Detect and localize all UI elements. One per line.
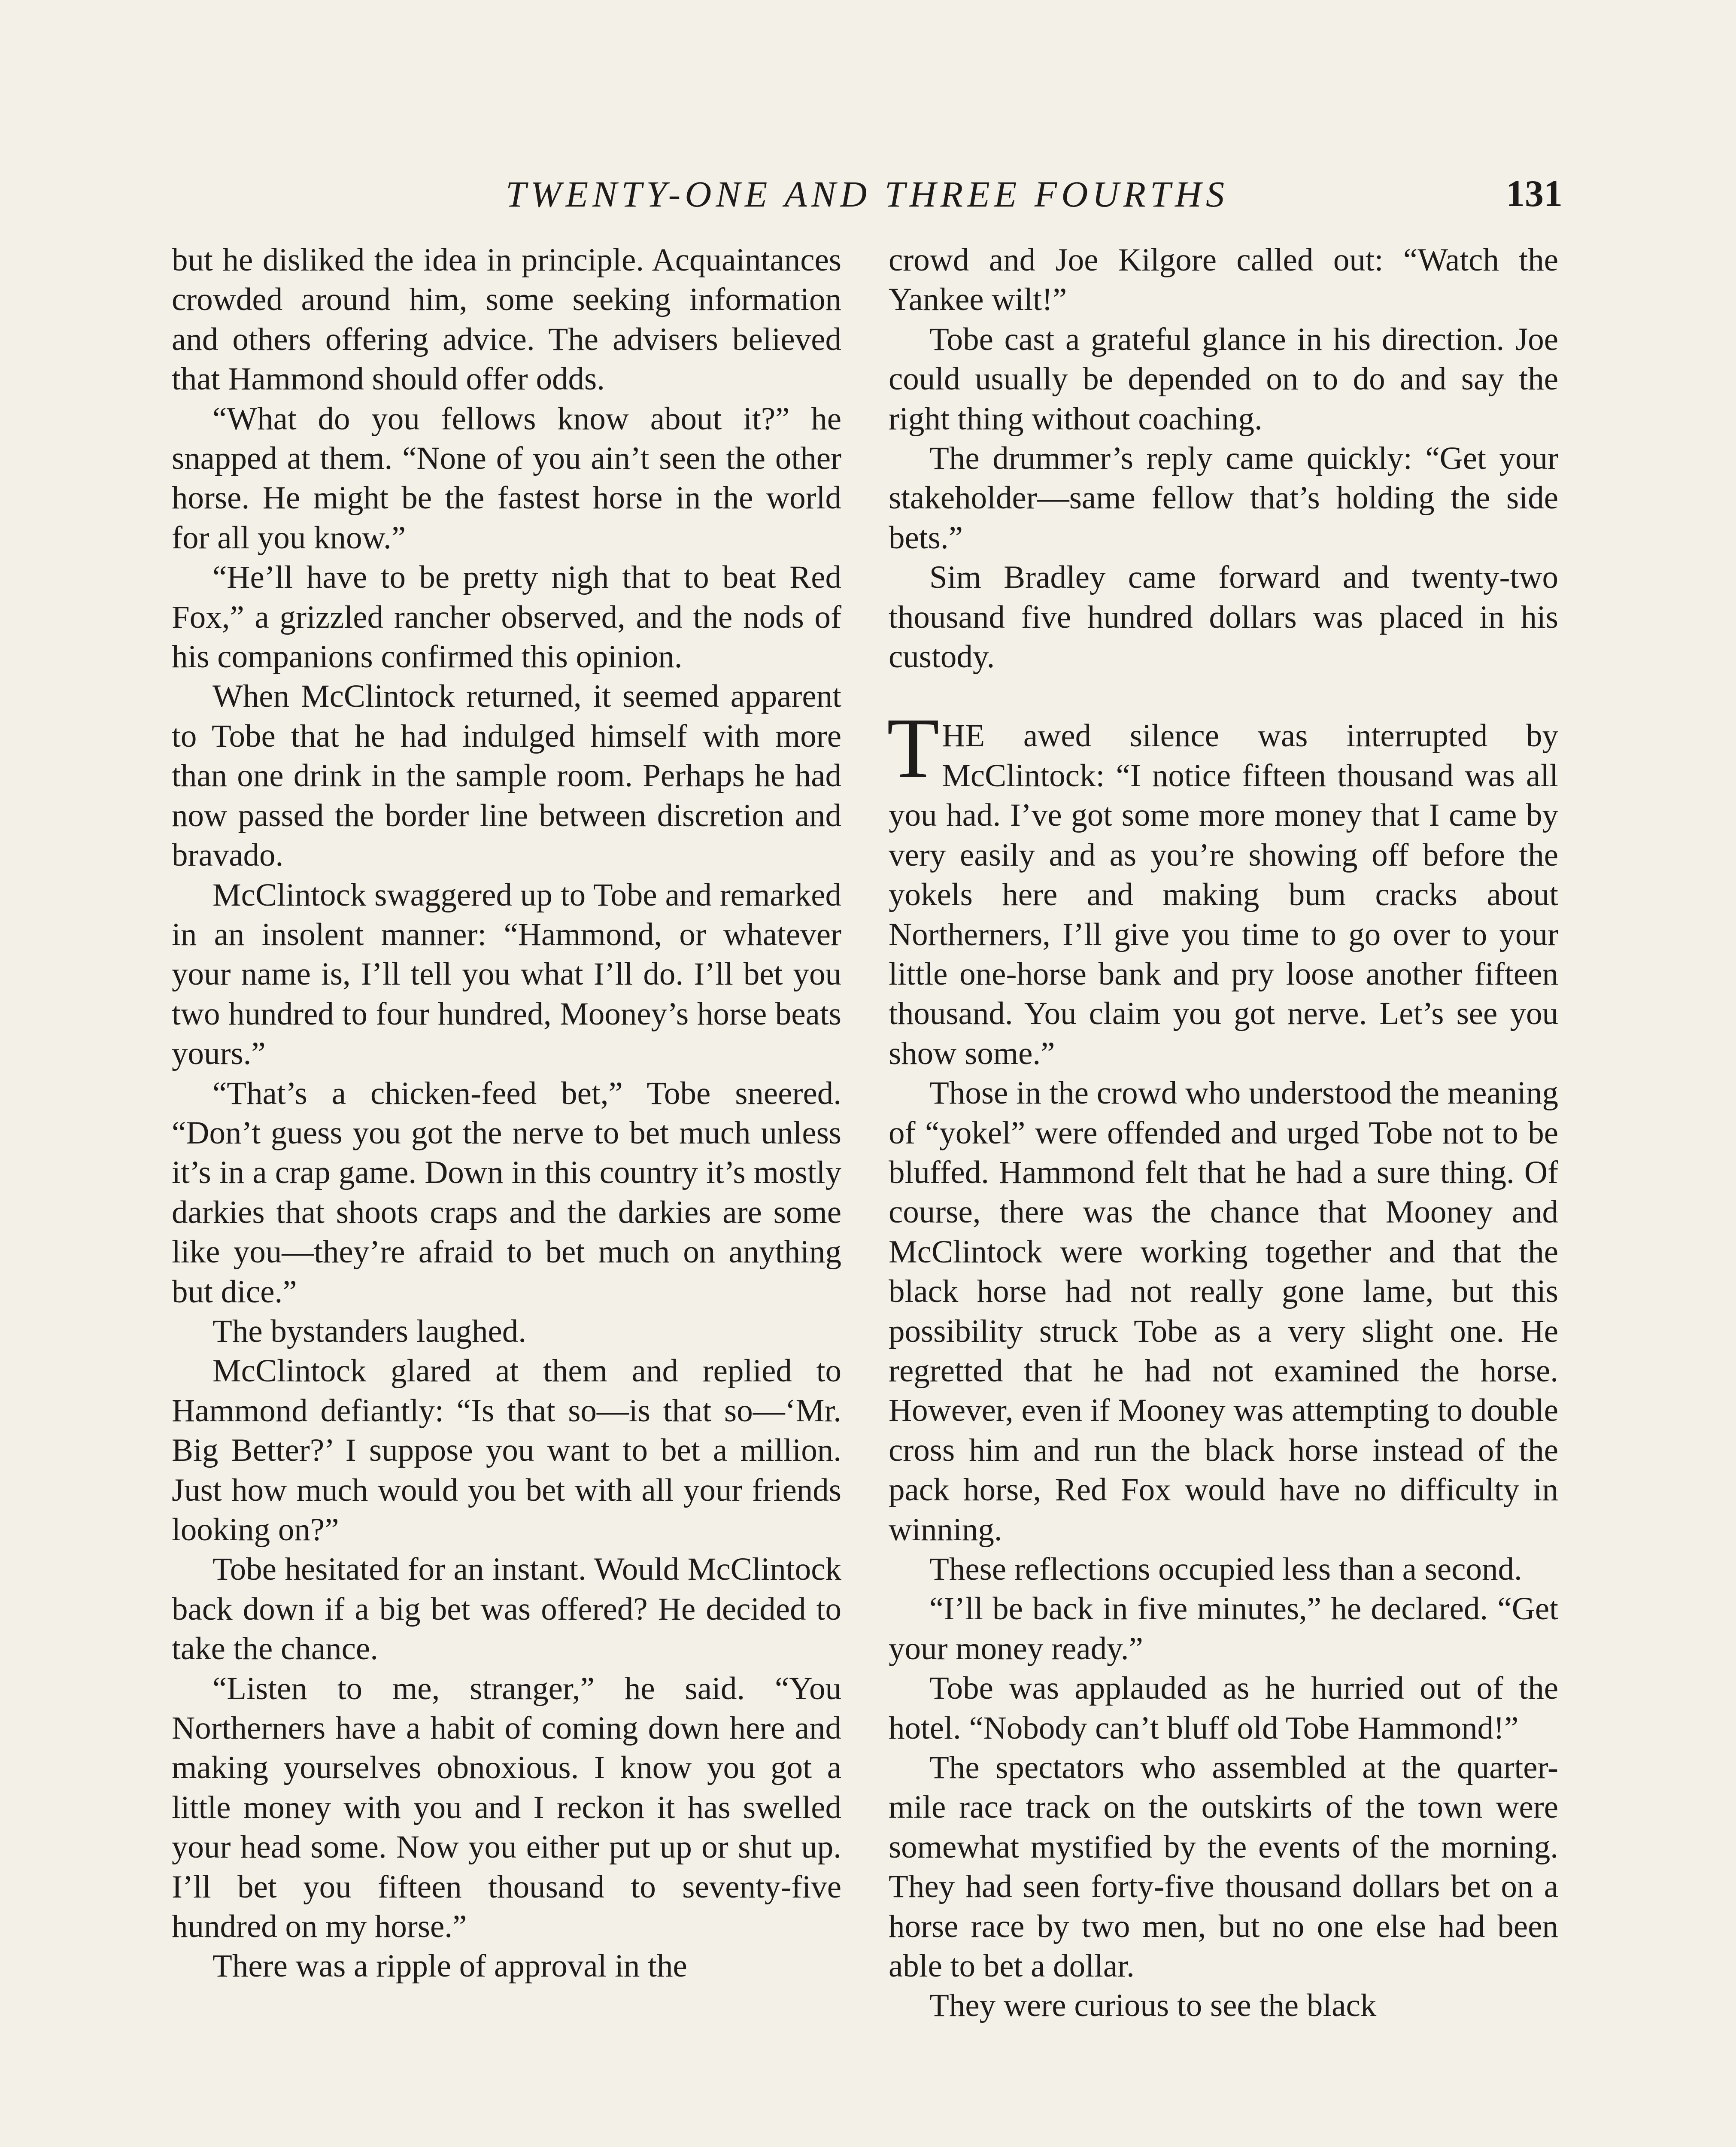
paragraph: “Listen to me, stranger,” he said. “You Northerners have a habit of coming down here and making yourselves obnoxious. I know you got a little money with you and I reckon it has swelled your head some. Now you either put up or shut up. I’ll bet you fifteen thousand to seventy-five hundred on my horse.” [172, 1670, 841, 1945]
paragraph: McClintock glared at them and replied to Hammond defiantly: “Is that so—is that so—‘Mr. Big Better?’ I suppose you want to bet a million. Just how much would you bet with all your friends looking on?” [172, 1353, 841, 1548]
section-first-text: HE awed silence was interrupted by McClintock: “I notice fifteen thousand was all you had. I’ve got some more money that I came by very easily and as you’re showing off before the yokels here and making bum cracks about Northerners, I’ll give you time to go over to your little one-horse bank and pry loose another fifteen thousand. You claim you got nerve. Let’s see you show some.” [889, 718, 1558, 1071]
paragraph: Sim Bradley came forward and twenty-two thousand five hundred dollars was placed in his custody. [889, 560, 1558, 675]
paragraph: “What do you fellows know about it?” he snapped at them. “None of you ain’t seen the other horse. He might be the fastest horse in the world for all you know.” [172, 401, 841, 556]
paragraph: Tobe hesitated for an instant. Would McClintock back down if a big bet was offered? He decided to take the chance. [172, 1551, 841, 1667]
page-header [172, 160, 1563, 224]
paragraph: The spectators who assembled at the quarter-mile race track on the outskirts of the town were somewhat mystified by the events of the morning. They had seen forty-five thousand dollars bet on a horse race by two men, but no one else had been able to bet a dollar. [889, 1750, 1558, 1984]
paragraph: There was a ripple of approval in the [212, 1948, 687, 1984]
right-column [889, 240, 1558, 2026]
paragraph: “That’s a chicken-feed bet,” Tobe sneered. “Don’t guess you got the nerve to bet much unless it’s in a crap game. Down in this country it’s mostly darkies that shoots craps and the darkies are some like you—they’re afraid to bet much on anything but dice.” [172, 1075, 841, 1310]
section-start-paragraph [887, 701, 1558, 1074]
left-column [172, 240, 841, 1986]
paragraph: These reflections occupied less than a second. [929, 1551, 1522, 1587]
running-head: TWENTY-ONE AND THREE FOURTHS [506, 173, 1229, 215]
paragraph: When McClintock returned, it seemed apparent to Tobe that he had indulged himself with more than one drink in the sample room. Perhaps he had now passed the border line between discretion and bravado. [172, 678, 841, 873]
paragraph: “I’ll be back in five minutes,” he declared. “Get your money ready.” [889, 1591, 1558, 1667]
paragraph: crowd and Joe Kilgore called out: “Watch the Yankee wilt!” [889, 242, 1558, 318]
paragraph: Tobe was applauded as he hurried out of the hotel. “Nobody can’t bluff old Tobe Hammond!” [889, 1670, 1558, 1746]
paragraph: They were curious to see the black [929, 1988, 1377, 2024]
paragraph: The bystanders laughed. [212, 1313, 527, 1349]
paragraph: “He’ll have to be pretty nigh that to beat Red Fox,” a grizzled rancher observed, and the nods of his companions confirmed this opinion. [172, 560, 841, 675]
drop-cap: T [887, 701, 940, 796]
paragraph: Tobe cast a grateful glance in his direction. Joe could usually be depended on to do and say the right thing without coaching. [889, 321, 1558, 437]
paragraph: but he disliked the idea in principle. Acquaintances crowded around him, some seeking information and others offering advice. The advisers believed that Hammond should offer odds. [172, 242, 841, 397]
paragraph: McClintock swaggered up to Tobe and remarked in an insolent manner: “Hammond, or whatever your name is, I’ll tell you what I’ll do. I’ll bet you two hundred to four hundred, Mooney’s horse beats yours.” [172, 877, 841, 1072]
paragraph: The drummer’s reply came quickly: “Get your stakeholder—same fellow that’s holding the side bets.” [889, 441, 1558, 556]
page-number: 131 [1506, 173, 1563, 215]
paragraph: Those in the crowd who understood the meaning of “yokel” were offended and urged Tobe not to be bluffed. Hammond felt that he had a sure thing. Of course, there was the chance that Mooney and McClintock were working together and that the black horse had not really gone lame, but this possibility struck Tobe as a very slight one. He regretted that he had not examined the horse. However, even if Mooney was attempting to double cross him and run the black horse instead of the pack horse, Red Fox would have no difficulty in winning. [889, 1075, 1558, 1548]
